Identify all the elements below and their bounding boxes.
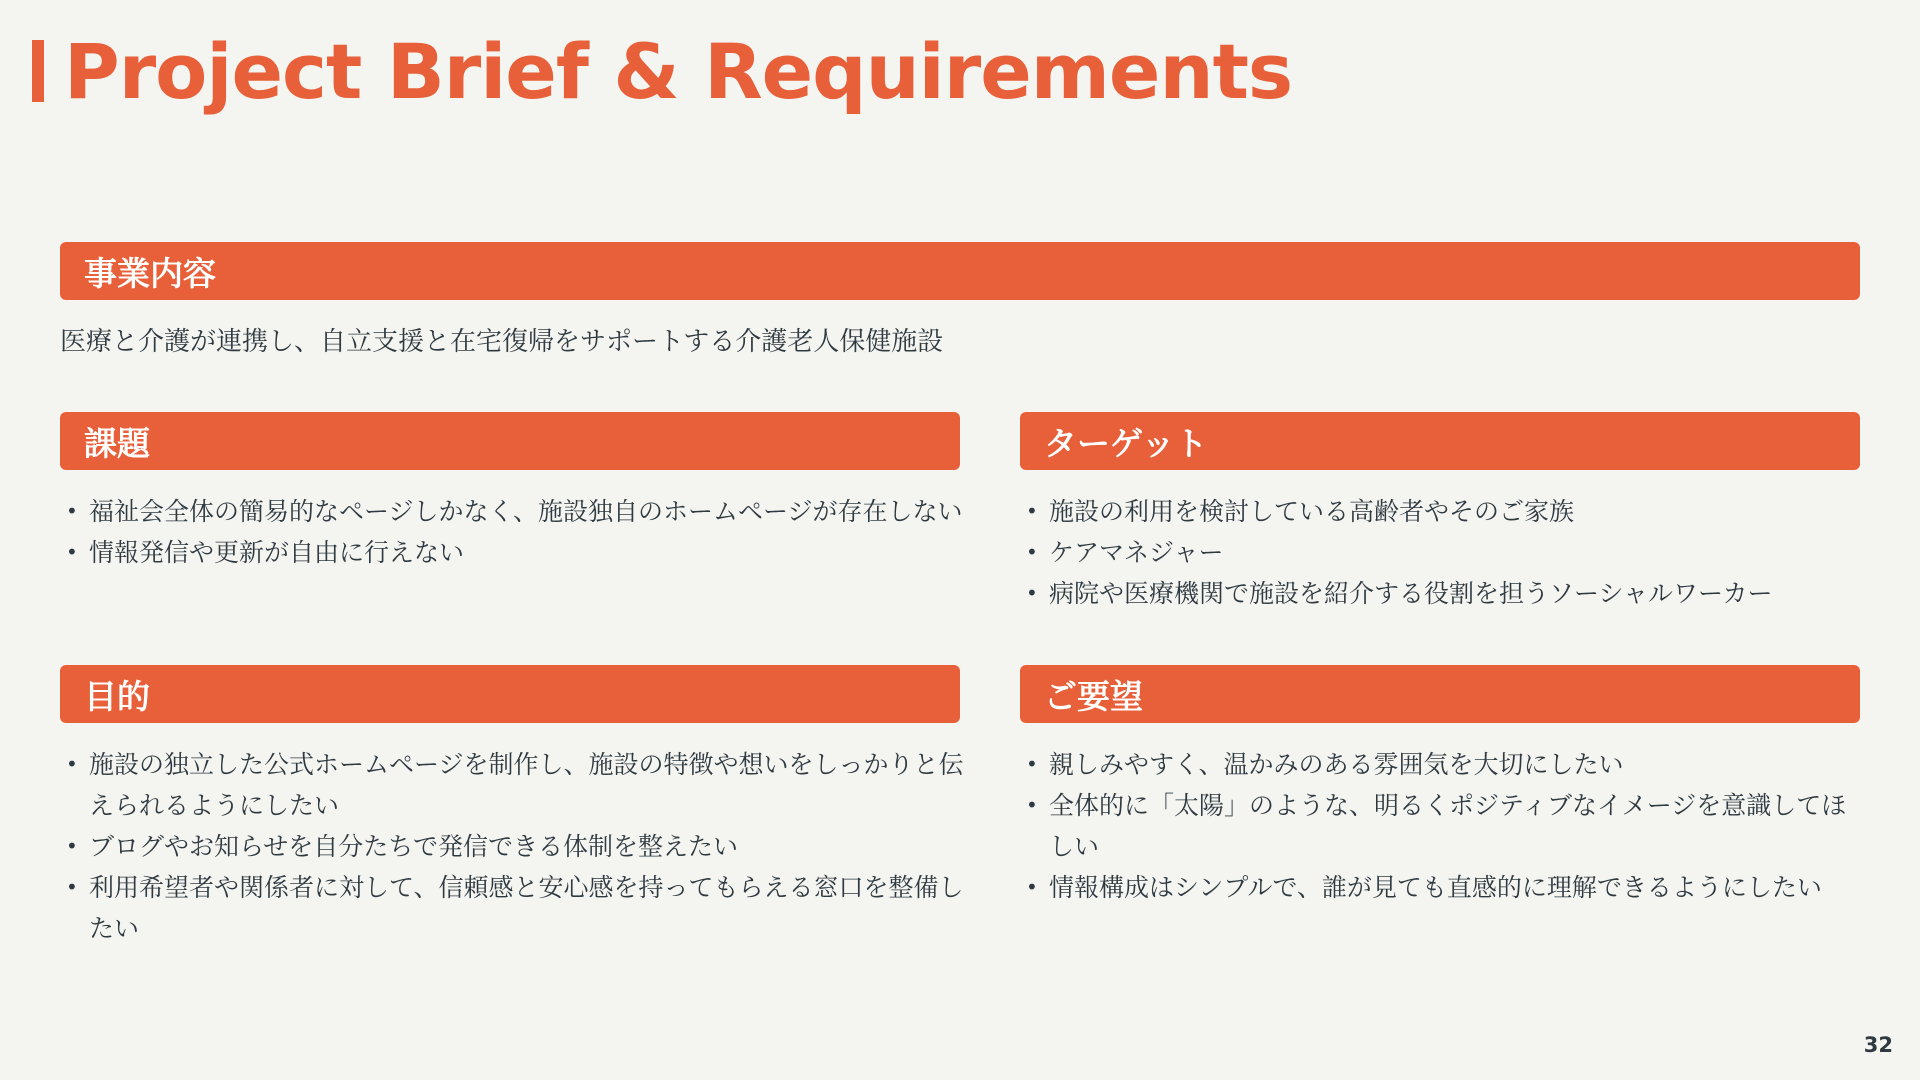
section-heading-purpose: 目的	[60, 665, 960, 723]
list-item: • 福祉会全体の簡易的なページしかなく、施設独自のホームページが存在しない	[60, 491, 965, 532]
list-item: • 親しみやすく、温かみのある雰囲気を大切にしたい	[1020, 744, 1865, 785]
purpose-list	[60, 744, 965, 949]
issues-list	[60, 491, 965, 573]
list-item: • 利用希望者や関係者に対して、信頼感と安心感を持ってもらえる窓口を整備したい	[60, 867, 965, 949]
list-item: • 情報発信や更新が自由に行えない	[60, 532, 965, 573]
list-item: • 情報構成はシンプルで、誰が見ても直感的に理解できるようにしたい	[1020, 867, 1865, 908]
requests-list	[1020, 744, 1865, 908]
list-item: • ケアマネジャー	[1020, 532, 1890, 573]
title-accent-bar	[32, 40, 44, 102]
list-item: • 施設の利用を検討している高齢者やそのご家族	[1020, 491, 1890, 532]
section-heading-requests: ご要望	[1020, 665, 1860, 723]
page-title: Project Brief & Requirements	[64, 26, 1293, 116]
list-item: • 全体的に「太陽」のような、明るくポジティブなイメージを意識してほしい	[1020, 785, 1865, 867]
list-item: • ブログやお知らせを自分たちで発信できる体制を整えたい	[60, 826, 965, 867]
target-list	[1020, 491, 1890, 614]
list-item: • 病院や医療機関で施設を紹介する役割を担うソーシャルワーカー	[1020, 573, 1890, 614]
section-heading-business: 事業内容	[60, 242, 1860, 300]
list-item: • 施設の独立した公式ホームページを制作し、施設の特徴や想いをしっかりと伝えられるようにしたい	[60, 744, 965, 826]
page-header	[32, 28, 1292, 114]
business-description: 医療と介護が連携し、自立支援と在宅復帰をサポートする介護老人保健施設	[60, 327, 944, 357]
page-number: 32	[1863, 1033, 1893, 1057]
section-heading-issues: 課題	[60, 412, 960, 470]
section-heading-target: ターゲット	[1020, 412, 1860, 470]
